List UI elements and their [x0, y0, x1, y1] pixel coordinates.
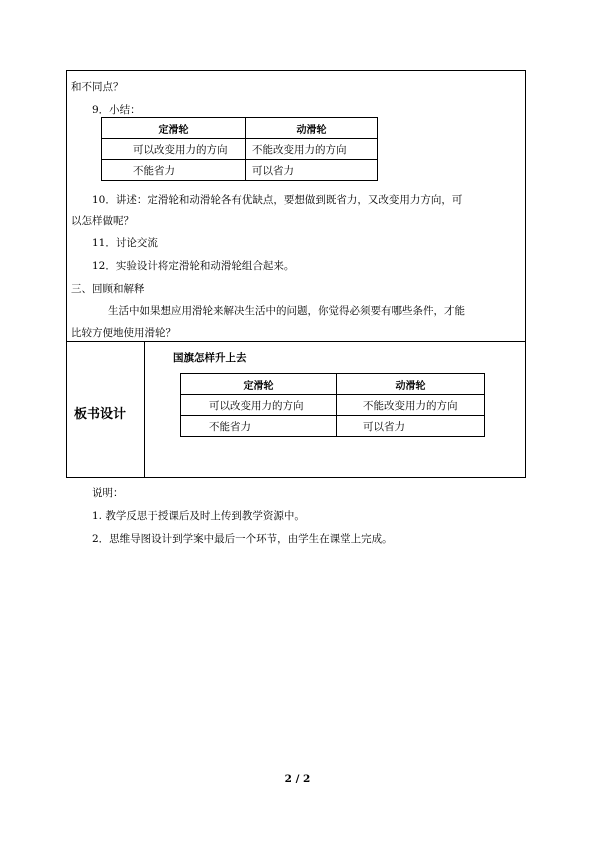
item-9-summary: 9．小结：	[92, 104, 141, 116]
review-line2: 比较方便地使用滑轮？	[71, 327, 176, 339]
table-row	[181, 416, 485, 437]
header-movable-pulley: 动滑轮	[246, 118, 378, 139]
item-11: 11．讨论交流	[92, 237, 158, 249]
table-header-row	[102, 118, 378, 139]
review-line1: 生活中如果想应用滑轮来解决生活中的问题，你觉得必须要有哪些条件，才能	[108, 305, 465, 317]
page-number: 2 / 2	[284, 773, 311, 785]
summary-table	[101, 117, 378, 181]
item-10-line1: 10．讲述：定滑轮和动滑轮各有优缺点，要想做到既省力，又改变用力方向，可	[92, 194, 463, 206]
section-3-heading: 三、回顾和解释	[71, 283, 145, 295]
table-cell: 不能省力	[181, 416, 337, 437]
table-header-row	[181, 374, 485, 395]
table-cell: 不能改变用力的方向	[337, 395, 485, 416]
table-cell: 可以省力	[246, 160, 378, 181]
table-cell: 可以省力	[337, 416, 485, 437]
table-row	[102, 160, 378, 181]
table-cell: 不能省力	[102, 160, 246, 181]
note-item-2: 2．思维导图设计到学案中最后一个环节，由学生在课堂上完成。	[92, 533, 393, 545]
board-title: 国旗怎样升上去	[173, 352, 247, 364]
item-10-line2: 以怎样做呢？	[71, 215, 134, 227]
continued-line: 和不同点？	[71, 81, 124, 93]
table-cell: 可以改变用力的方向	[181, 395, 337, 416]
table-row	[102, 139, 378, 160]
row-divider	[67, 341, 525, 342]
column-divider	[144, 341, 145, 478]
item-12: 12．实验设计将定滑轮和动滑轮组合起来。	[92, 260, 295, 272]
board-table	[180, 373, 485, 437]
table-cell: 不能改变用力的方向	[246, 139, 378, 160]
header-fixed-pulley: 定滑轮	[102, 118, 246, 139]
notes-heading: 说明：	[92, 487, 124, 499]
header-fixed-pulley: 定滑轮	[181, 374, 337, 395]
table-row	[181, 395, 485, 416]
board-design-label: 板书设计	[74, 407, 127, 422]
note-item-1: 1. 教学反思于授课后及时上传到教学资源中。	[92, 510, 305, 522]
table-cell: 可以改变用力的方向	[102, 139, 246, 160]
header-movable-pulley: 动滑轮	[337, 374, 485, 395]
